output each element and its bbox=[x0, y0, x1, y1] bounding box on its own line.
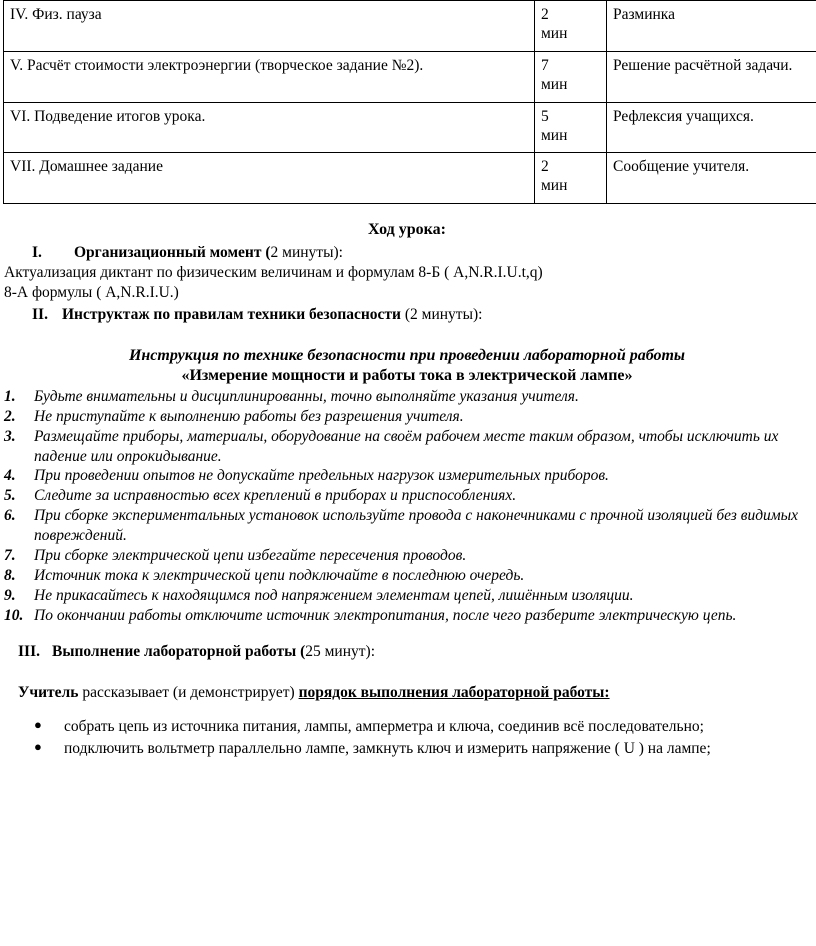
section-subtitle-3: 25 минут): bbox=[305, 643, 375, 661]
section-title-3: Выполнение лабораторной работы ( bbox=[52, 643, 306, 661]
list-text: При проведении опытов не допускайте предельных нагрузок измерительных приборов. bbox=[34, 467, 609, 485]
section-numeral-3: III. bbox=[18, 643, 40, 661]
section-numeral-2: II. bbox=[32, 306, 48, 324]
list-marker: 1. bbox=[4, 387, 16, 405]
cell-stage: VII. Домашнее задание bbox=[4, 153, 535, 204]
cell-time bbox=[535, 1, 607, 52]
list-marker: 5. bbox=[4, 487, 16, 505]
time-unit: мин bbox=[541, 177, 568, 195]
section-heading-2 bbox=[4, 305, 810, 325]
lesson-body bbox=[4, 220, 810, 759]
list-text: подключить вольтметр параллельно лампе, замкнуть ключ и измерить напряжение ( U ) на лампе; bbox=[64, 740, 711, 758]
safety-instruction-title: Инструкция по технике безопасности при проведении лабораторной работы bbox=[128, 346, 686, 364]
list-marker: 9. bbox=[4, 587, 16, 605]
cell-time bbox=[535, 102, 607, 153]
safety-instruction-subtitle: «Измерение мощности и работы тока в электрической лампе» bbox=[181, 367, 633, 385]
cell-method: Разминка bbox=[607, 1, 816, 52]
section-1-line-2: 8-А формулы ( A,N.R.I.U.) bbox=[4, 284, 179, 302]
table-row bbox=[4, 51, 816, 102]
list-marker: 8. bbox=[4, 567, 16, 585]
list-item bbox=[4, 606, 810, 626]
time-value: 7 bbox=[541, 56, 549, 74]
list-marker: 10. bbox=[4, 607, 24, 625]
section-title-1: Организационный момент ( bbox=[74, 244, 271, 262]
section-heading-1 bbox=[4, 243, 810, 263]
list-item bbox=[4, 717, 810, 737]
cell-stage: IV. Физ. пауза bbox=[4, 1, 535, 52]
section-title-2: Инструктаж по правилам техники безопасности bbox=[62, 306, 401, 324]
list-text: Будьте внимательны и дисциплинированны, точно выполняйте указания учителя. bbox=[34, 387, 579, 405]
cell-method: Решение расчётной задачи. bbox=[607, 51, 816, 102]
section-heading-3 bbox=[4, 642, 810, 662]
list-item bbox=[4, 566, 810, 586]
cell-time bbox=[535, 51, 607, 102]
time-unit: мин bbox=[541, 126, 568, 144]
list-text: Не прикасайтесь к находящимся под напряжением элементам цепей, лишённым изоляции. bbox=[34, 587, 634, 605]
list-text: Источник тока к электрической цепи подключайте в последнюю очередь. bbox=[34, 567, 525, 585]
teacher-statement bbox=[4, 683, 810, 703]
procedure-label: порядок выполнения лабораторной работы: bbox=[298, 683, 610, 701]
procedure-steps-list bbox=[4, 717, 810, 760]
bullet-icon: ● bbox=[34, 739, 42, 755]
list-item bbox=[4, 466, 810, 486]
list-marker: 3. bbox=[4, 427, 16, 445]
cell-time bbox=[535, 153, 607, 204]
list-marker: 6. bbox=[4, 507, 16, 525]
list-item bbox=[4, 486, 810, 506]
table-row bbox=[4, 153, 816, 204]
cell-stage: VI. Подведение итогов урока. bbox=[4, 102, 535, 153]
time-unit: мин bbox=[541, 24, 568, 42]
lesson-plan-table bbox=[3, 0, 816, 204]
list-marker: 2. bbox=[4, 407, 16, 425]
list-item bbox=[4, 407, 810, 427]
teacher-middle-text: рассказывает (и демонстрирует) bbox=[78, 683, 299, 701]
list-text: собрать цепь из источника питания, лампы, амперметра и ключа, соединив всё последовательно; bbox=[64, 717, 704, 735]
list-item bbox=[4, 506, 810, 546]
table-body bbox=[4, 1, 816, 204]
cell-stage: V. Расчёт стоимости электроэнергии (творческое задание №2). bbox=[4, 51, 535, 102]
list-item bbox=[4, 546, 810, 566]
list-item bbox=[4, 586, 810, 606]
list-marker: 7. bbox=[4, 547, 16, 565]
section-1-line-1: Актуализация диктант по физическим величинам и формулам 8-Б ( A,N.R.I.U.t,q) bbox=[4, 264, 543, 282]
list-marker: 4. bbox=[4, 467, 16, 485]
list-item bbox=[4, 387, 810, 407]
time-unit: мин bbox=[541, 75, 568, 93]
list-text: Следите за исправностью всех креплений в приборах и приспособлениях. bbox=[34, 487, 517, 505]
section-numeral-1: I. bbox=[32, 244, 42, 262]
time-value: 2 bbox=[541, 6, 549, 23]
table-row bbox=[4, 1, 816, 52]
list-item bbox=[4, 739, 810, 759]
list-text: По окончании работы отключите источник электропитания, после чего разберите электрическую цепь. bbox=[34, 607, 737, 625]
safety-rules-list bbox=[4, 387, 810, 627]
page-title: Ход урока: bbox=[368, 221, 446, 239]
cell-method: Сообщение учителя. bbox=[607, 153, 816, 204]
section-subtitle-2: (2 минуты): bbox=[400, 306, 483, 324]
time-value: 5 bbox=[541, 107, 549, 125]
list-text: Не приступайте к выполнению работы без разрешения учителя. bbox=[34, 407, 464, 425]
section-subtitle-1: 2 минуты): bbox=[270, 244, 343, 262]
bullet-icon: ● bbox=[34, 716, 42, 732]
list-text: Размещайте приборы, материалы, оборудование на своём рабочем месте таким образом, чтобы исключить их падение или опрокидывание. bbox=[34, 427, 779, 465]
list-text: При сборке экспериментальных установок используйте провода с наконечниками с прочной изоляцией без видимых повреждений. bbox=[34, 507, 799, 545]
list-text: При сборке электрической цепи избегайте пересечения проводов. bbox=[34, 547, 467, 565]
time-value: 2 bbox=[541, 158, 549, 176]
cell-method: Рефлексия учащихся. bbox=[607, 102, 816, 153]
table-row bbox=[4, 102, 816, 153]
list-item bbox=[4, 427, 810, 467]
teacher-label: Учитель bbox=[18, 683, 79, 701]
